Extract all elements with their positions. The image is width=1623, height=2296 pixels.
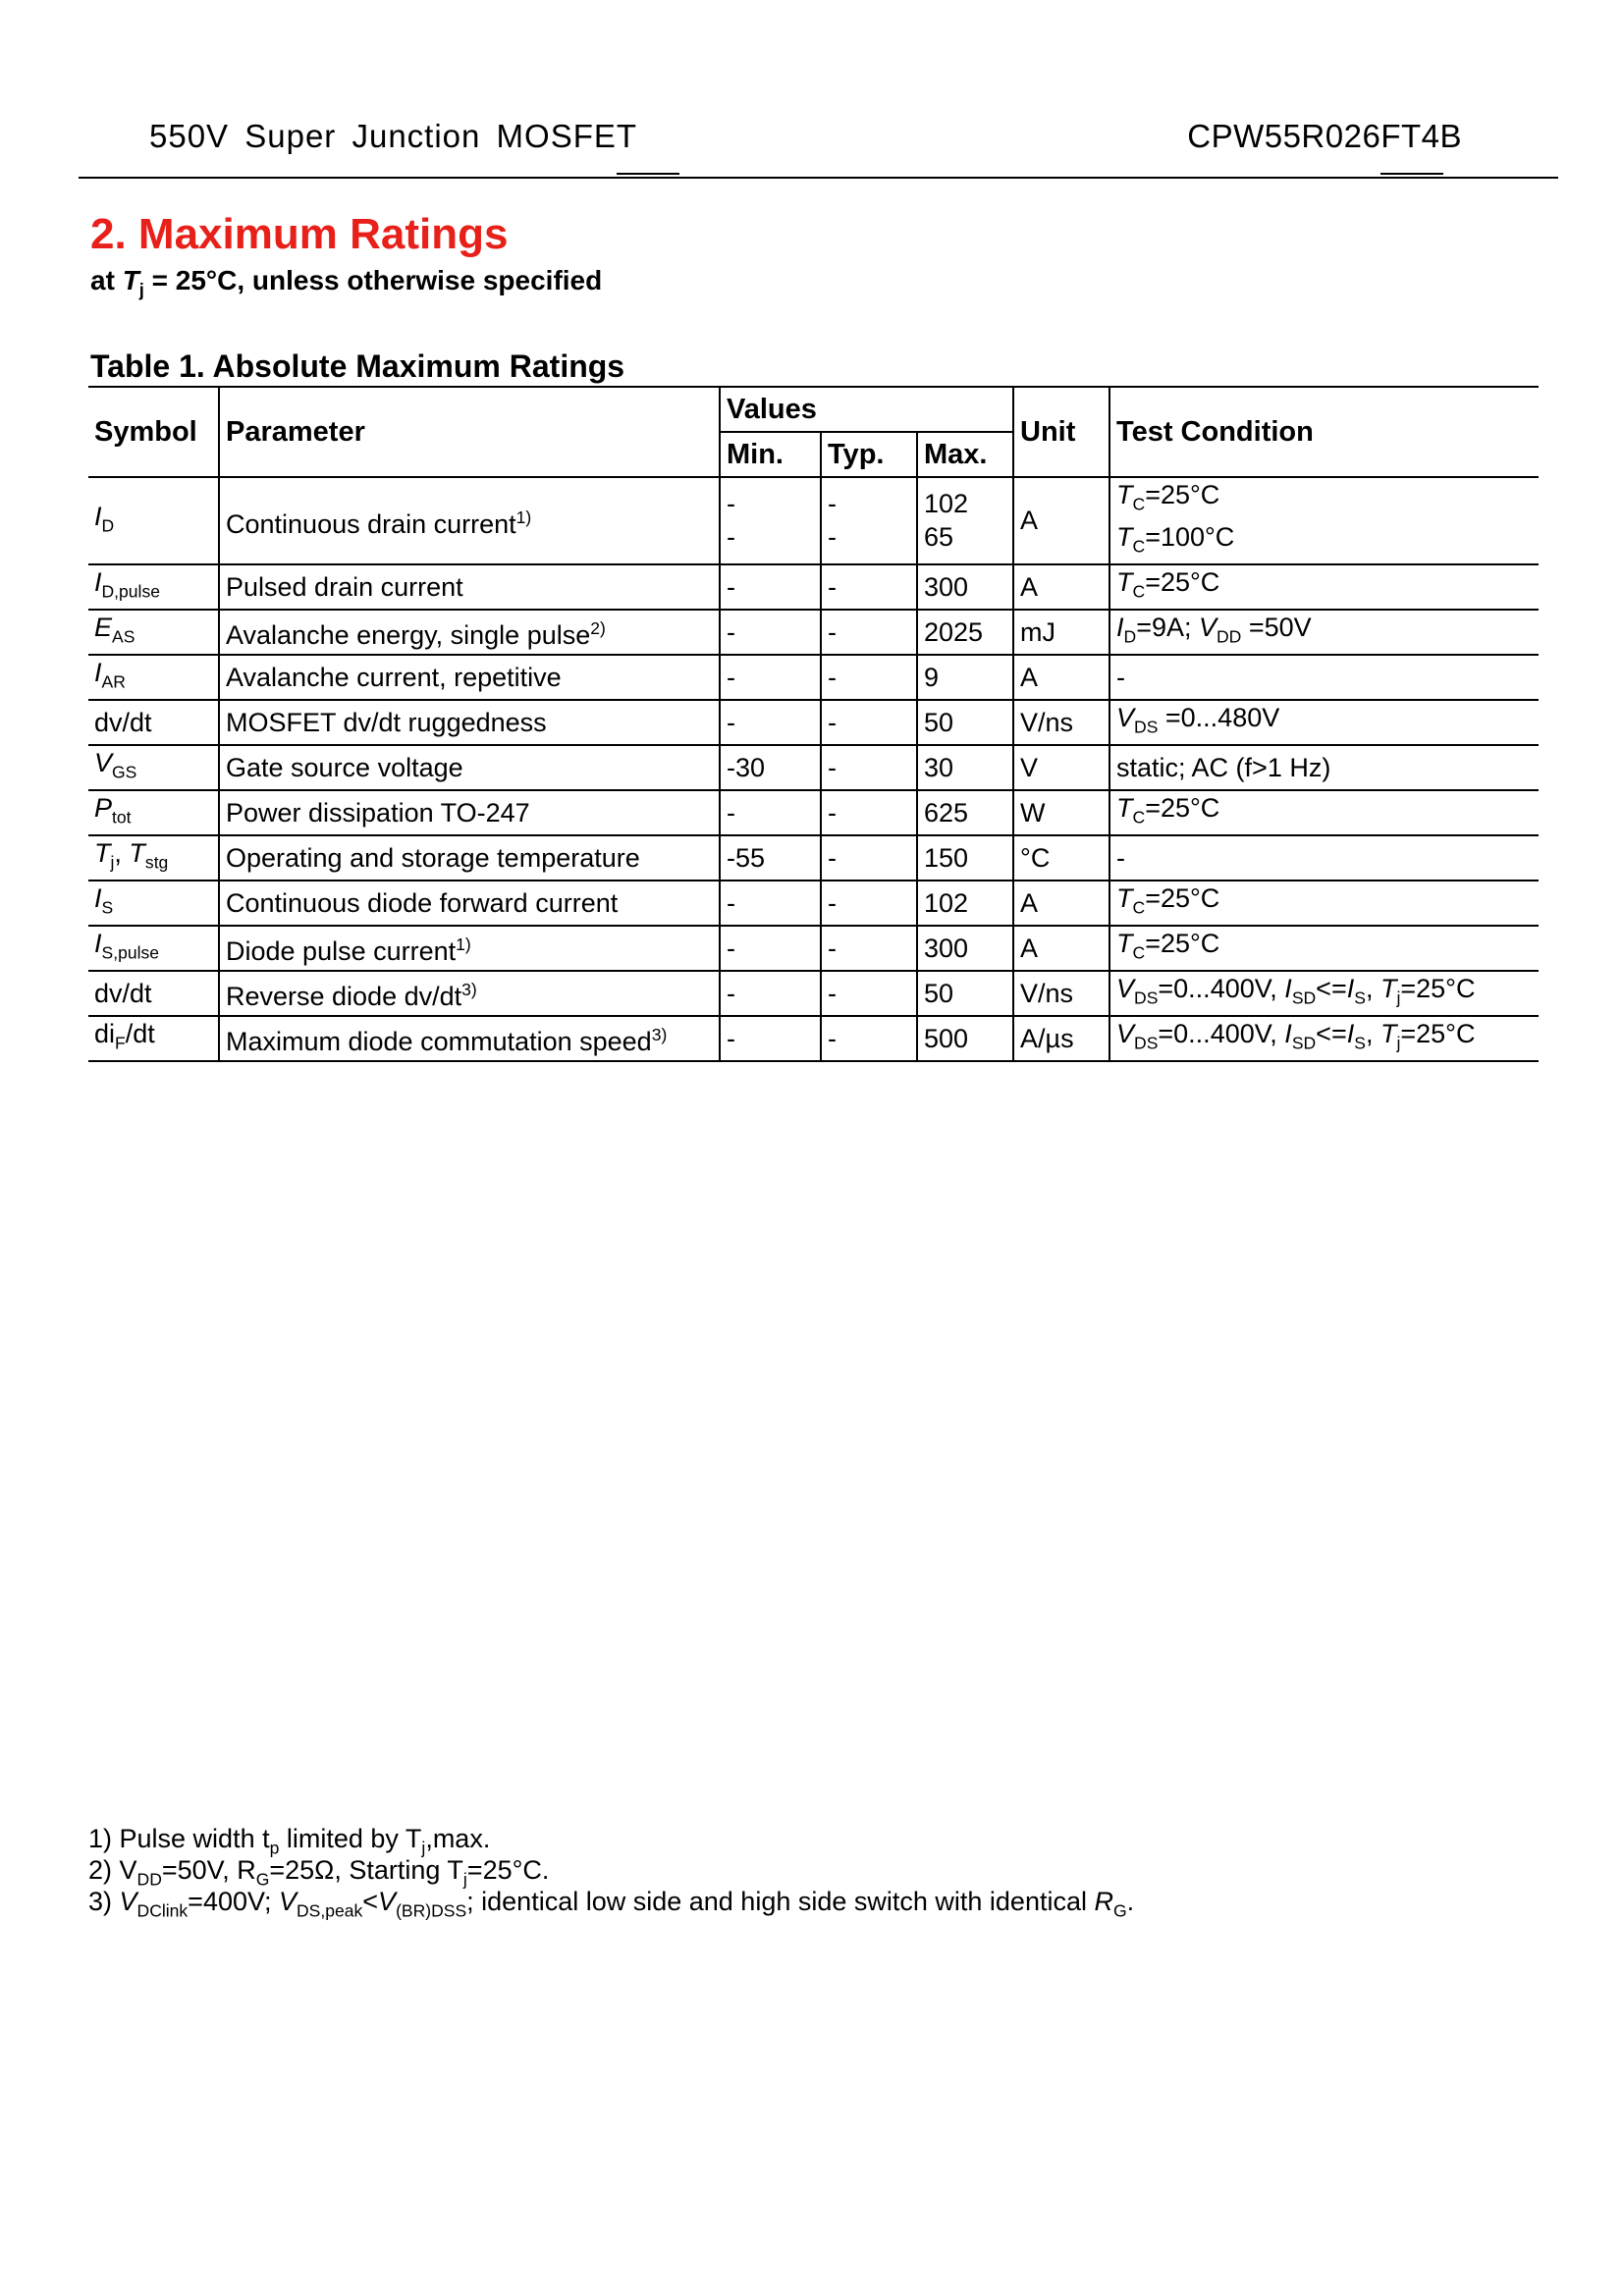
min-cell: -55 xyxy=(720,835,821,881)
unit-cell: V xyxy=(1013,745,1109,790)
typ-cell: - xyxy=(821,700,917,745)
min-cell: - xyxy=(720,564,821,610)
symbol-cell: $di_F/dt$ xyxy=(88,1016,219,1061)
symbol-cell: $I_S$ xyxy=(88,881,219,926)
table-row xyxy=(88,564,1539,610)
table-row xyxy=(88,477,1539,564)
table-row xyxy=(88,1016,1539,1061)
min-cell: - xyxy=(720,610,821,655)
symbol-cell: $I_{AR}$ xyxy=(88,655,219,700)
parameter-cell: Avalanche current, repetitive xyxy=(219,655,720,700)
parameter-cell: Reverse diode $dv/dt^{3)}$ xyxy=(219,971,720,1016)
table-row xyxy=(88,971,1539,1016)
table-row xyxy=(88,881,1539,926)
condition-cell: - xyxy=(1109,835,1539,881)
max-cell: 150 xyxy=(917,835,1013,881)
typ-cell: - xyxy=(821,610,917,655)
symbol-cell: dv/dt xyxy=(88,971,219,1016)
condition-cell: $V_{DS} =0...480V$ xyxy=(1109,700,1539,745)
condition-cell: $V_{DS}=0...400V$, $I_{SD}<=I_S$, $T_j=25^\circ C$ xyxy=(1109,971,1539,1016)
parameter-cell: Power dissipation TO-247 xyxy=(219,790,720,835)
max-cell: 30 xyxy=(917,745,1013,790)
header-min: Min. xyxy=(720,432,821,477)
min-cell: - - xyxy=(720,477,821,564)
typ-cell: - xyxy=(821,1016,917,1061)
symbol-cell: $I_{D,pulse}$ xyxy=(88,564,219,610)
section-title: 2. Maximum Ratings xyxy=(90,210,509,258)
typ-cell: - xyxy=(821,564,917,610)
header-unit: Unit xyxy=(1013,387,1109,477)
parameter-cell: Operating and storage temperature xyxy=(219,835,720,881)
unit-cell: A xyxy=(1013,477,1109,564)
min-cell: - xyxy=(720,700,821,745)
footnote-3: 3) $V_{DClink}=400V$; $V_{DS,peak}<V_{(BR)DSS}$; identical low side and high side switch with identical $R_G$. xyxy=(88,1887,1135,1921)
symbol-cell: $V_{GS}$ xyxy=(88,745,219,790)
min-cell: - xyxy=(720,1016,821,1061)
table-row xyxy=(88,790,1539,835)
min-cell: - xyxy=(720,790,821,835)
symbol-cell: $I_{S,pulse}$ xyxy=(88,926,219,971)
condition-cell: $T_C=25^\circ C$ xyxy=(1109,926,1539,971)
table-row xyxy=(88,926,1539,971)
max-cell: 102 65 xyxy=(917,477,1013,564)
header-test-condition: Test Condition xyxy=(1109,387,1539,477)
unit-cell: A xyxy=(1013,926,1109,971)
table-row xyxy=(88,655,1539,700)
typ-cell: - - xyxy=(821,477,917,564)
unit-cell: °C xyxy=(1013,835,1109,881)
min-cell: -30 xyxy=(720,745,821,790)
max-cell: 625 xyxy=(917,790,1013,835)
max-cell: 9 xyxy=(917,655,1013,700)
parameter-cell: Continuous diode forward current xyxy=(219,881,720,926)
table-row xyxy=(88,700,1539,745)
parameter-cell: Continuous drain current$^{1)}$ xyxy=(219,477,720,564)
parameter-cell: Avalanche energy, single pulse$^{2)}$ xyxy=(219,610,720,655)
header-symbol: Symbol xyxy=(88,387,219,477)
min-cell: - xyxy=(720,881,821,926)
parameter-cell: Pulsed drain current xyxy=(219,564,720,610)
symbol-cell: $I_D$ xyxy=(88,477,219,564)
min-cell: - xyxy=(720,926,821,971)
typ-cell: - xyxy=(821,835,917,881)
footnote-2: 2) $V_{DD}=50V$, $R_G=25\Omega$, Starting $T_j=25^\circ C$. xyxy=(88,1855,550,1890)
absolute-maximum-ratings-table xyxy=(88,386,1539,1062)
table-header-row xyxy=(88,387,1539,432)
condition-cell: $V_{DS}=0...400V$, $I_{SD}<=I_S$, $T_j=25^\circ C$ xyxy=(1109,1016,1539,1061)
condition-cell: $I_D=9A$; $V_{DD} =50V$ xyxy=(1109,610,1539,655)
section-subtitle: at $T_j = 25^\circ C$, unless otherwise specified xyxy=(90,265,603,300)
max-cell: 500 xyxy=(917,1016,1013,1061)
unit-cell: mJ xyxy=(1013,610,1109,655)
max-cell: 102 xyxy=(917,881,1013,926)
unit-cell: A/µs xyxy=(1013,1016,1109,1061)
typ-cell: - xyxy=(821,790,917,835)
symbol-cell: dv/dt xyxy=(88,700,219,745)
max-cell: 300 xyxy=(917,926,1013,971)
max-cell: 2025 xyxy=(917,610,1013,655)
typ-cell: - xyxy=(821,655,917,700)
symbol-cell: $P_{tot}$ xyxy=(88,790,219,835)
table-row xyxy=(88,835,1539,881)
typ-cell: - xyxy=(821,881,917,926)
footnote-1: 1) Pulse width $t_p$ limited by $T_j,\max$. xyxy=(88,1824,491,1858)
max-cell: 50 xyxy=(917,971,1013,1016)
table-row xyxy=(88,610,1539,655)
max-cell: 300 xyxy=(917,564,1013,610)
header-part-number: CPW55R026FT4B xyxy=(1187,118,1462,154)
condition-cell: $T_C=25^\circ C$ xyxy=(1109,564,1539,610)
unit-cell: A xyxy=(1013,564,1109,610)
symbol-cell: $T_j$, $T_{stg}$ xyxy=(88,835,219,881)
max-cell: 50 xyxy=(917,700,1013,745)
typ-cell: - xyxy=(821,745,917,790)
parameter-cell: MOSFET dv/dt ruggedness xyxy=(219,700,720,745)
condition-cell: $T_C=25^\circ C$ xyxy=(1109,881,1539,926)
header-divider-tick-left xyxy=(617,173,679,175)
unit-cell: W xyxy=(1013,790,1109,835)
typ-cell: - xyxy=(821,971,917,1016)
header-max: Max. xyxy=(917,432,1013,477)
typ-cell: - xyxy=(821,926,917,971)
condition-cell: $T_C=25^\circ C$ $T_C=100^\circ C$ xyxy=(1109,477,1539,564)
header-divider-tick-right xyxy=(1380,173,1443,175)
condition-cell: $T_C=25^\circ C$ xyxy=(1109,790,1539,835)
header-parameter: Parameter xyxy=(219,387,720,477)
symbol-cell: $E_{AS}$ xyxy=(88,610,219,655)
parameter-cell: Diode pulse current$^{1)}$ xyxy=(219,926,720,971)
min-cell: - xyxy=(720,655,821,700)
unit-cell: V/ns xyxy=(1013,971,1109,1016)
condition-cell: - xyxy=(1109,655,1539,700)
unit-cell: A xyxy=(1013,881,1109,926)
unit-cell: V/ns xyxy=(1013,700,1109,745)
condition-cell: static; AC (f>1 Hz) xyxy=(1109,745,1539,790)
parameter-cell: Gate source voltage xyxy=(219,745,720,790)
header-values: Values xyxy=(720,387,1013,432)
table-row xyxy=(88,745,1539,790)
header-product-line: 550V Super Junction MOSFET xyxy=(149,118,638,154)
table-title: Table 1. Absolute Maximum Ratings xyxy=(90,348,625,384)
unit-cell: A xyxy=(1013,655,1109,700)
parameter-cell: Maximum diode commutation speed$^{3)}$ xyxy=(219,1016,720,1061)
min-cell: - xyxy=(720,971,821,1016)
header-typ: Typ. xyxy=(821,432,917,477)
header-divider xyxy=(79,177,1558,179)
